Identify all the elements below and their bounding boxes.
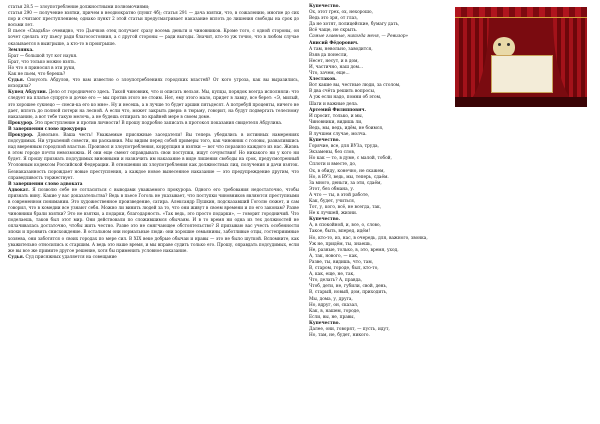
paragraph-text: А, так, нового, — как, [309,253,359,259]
paragraph-text: В пьесе «Свадьба» очевидно, что Дьячков отец получает сразу восемь деньги и чиновников. Кроме того, с одной стороны, он хочет сделать эту пьесу ради благосостояния, а с другой стороны — ради выгоды. Значит, кто-то уж точно, что в любом случае оказывается в выигрыше, а кто-то в проигрыше. [8,28,299,46]
right-text-column [309,4,590,420]
speaker-label: Купечество. [309,138,341,144]
paragraph-text: Но, кто-то, из, нас, в очередь, для, важного, звонка, [309,235,428,241]
theatre-mask-icon [493,37,515,57]
paragraph-text: Брат — большой тут кот наукя. [8,52,78,58]
paragraph-text: Да не хотят, полицейские, бумагу дать, [309,22,400,28]
speaker-label: Купечество. [309,4,341,9]
paragraph-text: Тот, у, кого, всё, не всегда, так, [309,205,382,211]
speaker-label: В завершении слово адвоката [8,180,83,186]
paragraph-text: В, старый, новый, дом, приходить, [309,290,388,296]
paragraph-text: Ох, в обиду, конечно, не скажем, [309,168,385,174]
theatre-poster-image [455,7,587,107]
speaker-label: Прокурор. [8,119,34,125]
paragraph-text: Чиновники, видишь ли, [309,119,363,125]
paragraph-text: Суд присяжных удаляется на совещание [25,253,117,259]
paragraph-text: Чтоб, дети, не, губили, свой, день, [309,284,388,290]
paragraph-text: Уж не, придём, ты, знаешь, [309,241,372,247]
paragraph-text: Если, вы, не, правы, [309,314,355,320]
paragraph-text: Это преступление и против личности! В прошу подробно записать в протокол показания свидетеля Абдулина. [34,119,283,125]
paragraph-text: Разве, ты, видишь, что, там, [309,259,374,265]
speaker-label: Купечество. [309,320,341,326]
verse-line [309,333,449,339]
paragraph-text: Довольно. Ваша честь! Уважаемые присяжные заседатели! Вы теперь убедились в истинных намерениях подсудимых. Ни угрызений совести, ни раскаяния. Мы видим перед собой примеры того, как чиновник с головы, развалившись над вверенным городской властью. Произвол и злоупотребления, коррупция и взятки — вот что поразило каждого из нас. Жизнь в этом городе почти невозможна. И они еще смеют оправдывать свои поступки, ищут сочувствия! Но никакого ни у кого ни будет. Я прошу признать подсудимых виновными и назначить им наказание в виде лишения свободы на срок, предусмотренный Уголовным кодексом Российской Федерации. В отношении их злоупотребления как должностных лиц, получения и дачи взяток. Безнаказанность порождает новые преступления, а каждое новое вынесенное наказание — это предупреждение другим, что справедливость торжествует. [8,131,299,180]
poster-stage-panel [491,55,553,93]
paragraph-text: Всё чаще, не скрыть. [309,28,358,34]
paragraph-text: В два счёта решить вопросы, [309,89,376,95]
right-curtain [553,7,587,107]
paragraph-text: Я позволю себе не согласиться с выводами уважаемого прокурора. Одного его требования недостаточно, чтобы признать вину. Какие у вас доказательства? Ведь в пьесе Гоголь не указывает, что поступки чиновников являются преступными в современном понимании. Это художественное произведение, сатира. Александр Пушкин, подсказавший Гоголю сюжет, и сам говорил, что в комедии все узнают себя. Можно ли винить людей за то, что они живут в своем времени и по его законам? Разве чиновники брали взятки? Это не взятки, а подарки, благодарность. «Так ведь, это просто подарки», — говорит городничий. Что поделаешь, таков был этот мир. Они действовали по сложившимся обычаям. И в то время ни одна из тех должностей не оплачивалась достаточно, чтобы жить честно. Разве это не смягчающее обстоятельство? Я призываю вас учесть особенности эпохи и проявить снисхождение. В остальном они нормальные люди: они хорошие семьянины, заботливые отцы, гостеприимные хозяева, они заботятся о своих городах по мере сил. В XIX веке добрые обычаи и нравы — это не было шуткой. Вспомните, как уважительно относились к старшим. А ведь это наше время, и мы вправе судить только его. Прошу, оправдать подсудимых, если же вы все же примите другое решение, хотя бы применить условное наказание. [8,186,299,253]
paragraph-text: В, старом, городе, был, кто-то, [309,266,379,272]
paragraph-text: Ведь, мы, ведь, идём, не боимся, [309,125,384,131]
speaker-label: Прокурор. [8,131,34,137]
paragraph-text: Что, зачем, еще... [309,71,350,77]
speaker-label: Судья. [8,253,25,259]
paragraph-text: Но как — то, в думе, с малой, тобой, [309,156,392,162]
paragraph-text: Сноусоть Абдулов, что вам известно о злоупотреблениях городских властей? От кого угроза, как вы выразились, исходила? [8,77,299,89]
left-curtain [455,7,489,107]
speaker-label: Артемий Филиппович. [309,107,366,113]
paragraph [8,254,299,260]
paragraph-text: И, частично, наш дом... [309,64,364,70]
paragraph [8,89,299,119]
paragraph [8,132,299,181]
paragraph-text: Экзамены, без слов, [309,150,356,156]
paragraph-text: А что — ты, в этой работе, [309,192,370,198]
speaker-label: В завершении слово прокурора [8,125,87,131]
paragraph-text: Сплоти и вместе, до, [309,162,357,168]
speaker-label: Землянка. [8,46,34,52]
paragraph-text: Далее, они, говорят, — пусть, идут, [309,326,390,332]
paragraph-text: Самые главные, никогда меня, — Ревизор» [309,34,409,40]
paragraph-text: Несет, несут, и в дом, [309,58,359,64]
paragraph-text: Мы, дома, у, друга, [309,296,353,302]
speaker-label: Купец Абдулин. [8,89,48,95]
paragraph-text: За много, деньги, за эти, сдаём, [309,180,382,186]
paragraph-text: Но, в ВУЗ, ведь, мы, теперь, сдаём. [309,174,389,180]
paragraph-text: Вот какие вы, честные люди, за столом, [309,83,401,89]
verse-lines [309,4,449,339]
paragraph-text: Не к лучшей, жизни. [309,211,358,217]
paragraph [8,28,299,46]
paragraph-text: Как не пьем, что берешь? [8,71,66,77]
paragraph-text: Этот, без обмана, у. [309,186,355,192]
paragraph-text: И просит, только, и мы, [309,113,364,119]
paragraph-text: Что, делать? А, правда, [309,278,363,284]
paragraph-text: Не, разные, только, в, это, время, уход, [309,247,399,253]
paragraph-text: Шаги и важные дела. [309,101,359,107]
paragraph-text: статья 28.5 — злоупотребление должностными полномочиями; [8,4,150,9]
paragraph-text: Ох, этот грех, ох, нехорошо, [309,10,373,16]
paragraph-text: статья 290 — получение взятки, причем в неоднократно (пункт 4б); статья 291 — дача взятки, что, в сожалению, многие до сих пор и считают преступлением; однако пункт 2 этой статьи предусматривает наказание вплоть до лишения свободы на срок до восьми лет. [8,10,299,28]
speaker-label: Адвокат. [8,186,30,192]
paragraph-text: Как, в, нашем, городе, [309,308,361,314]
paragraph-text: Ведь это зря, от глаз, [309,16,358,22]
paragraph-text: В лучшем случае, молча. [309,131,367,137]
paragraph-text: А, как, еще, не, так, [309,272,355,278]
paragraph-text: А там, невольно, заводится, [309,46,373,52]
paragraph-text: Но что я приносил в эти руки, [8,64,76,70]
speaker-label: Хлестаков. [309,77,337,83]
paragraph [8,77,299,89]
paragraph [8,187,299,254]
paragraph-text: Взяв да понесли, [309,52,348,58]
paragraph-text: Брат, что только можно взять. [8,58,76,64]
paragraph-text: Горячие, все, для ВУЗа, труда, [309,144,379,150]
speaker-label: Купечество. [309,217,341,223]
paragraph-text: Дело от городничего здесь. Такой чиновник, что и описать нельзя. Мы, купцы, порядок всегда исполняли: что следует на платье супруге и дочке его — мы против этого не стоим. Нет, ему этого мало, придет в лавку, все берет: «Э, милый, это хорошее сукнецо — снеси-ка его ко мне». Ну и несешь, а в лучше то будет аршин пятьдесят. А потребуй проценты, ничего не дает, вплоть до полной потери на лесной. А если что, может закрыть двери: в тюрьму, говорит, на будут подвергать телесному наказанию, а вот тебе такую мелочь, а не будешь отпирать по крайней мере в своем доме. [8,89,299,119]
paragraph [8,10,299,28]
paragraph-text: Но, там, не, будет, никого. [309,333,370,339]
paragraph-text: Но, вдруг, он, сказал, [309,302,359,308]
speaker-label: Анисий Фёдорович. [309,40,359,46]
paragraph-text: А уж если надо, помни об этом, [309,95,382,101]
paragraph-text: А, в спокойной, и, все, о, слово, [309,223,381,229]
curtain-valance [455,7,587,18]
speaker-label: Судья. [8,77,25,83]
paragraph-text: Как, будет, учиться, [309,199,356,204]
paragraph-text: Такое, быть, вперед, идём! [309,229,371,235]
left-text-column [8,4,299,420]
stage-floor [455,97,587,107]
